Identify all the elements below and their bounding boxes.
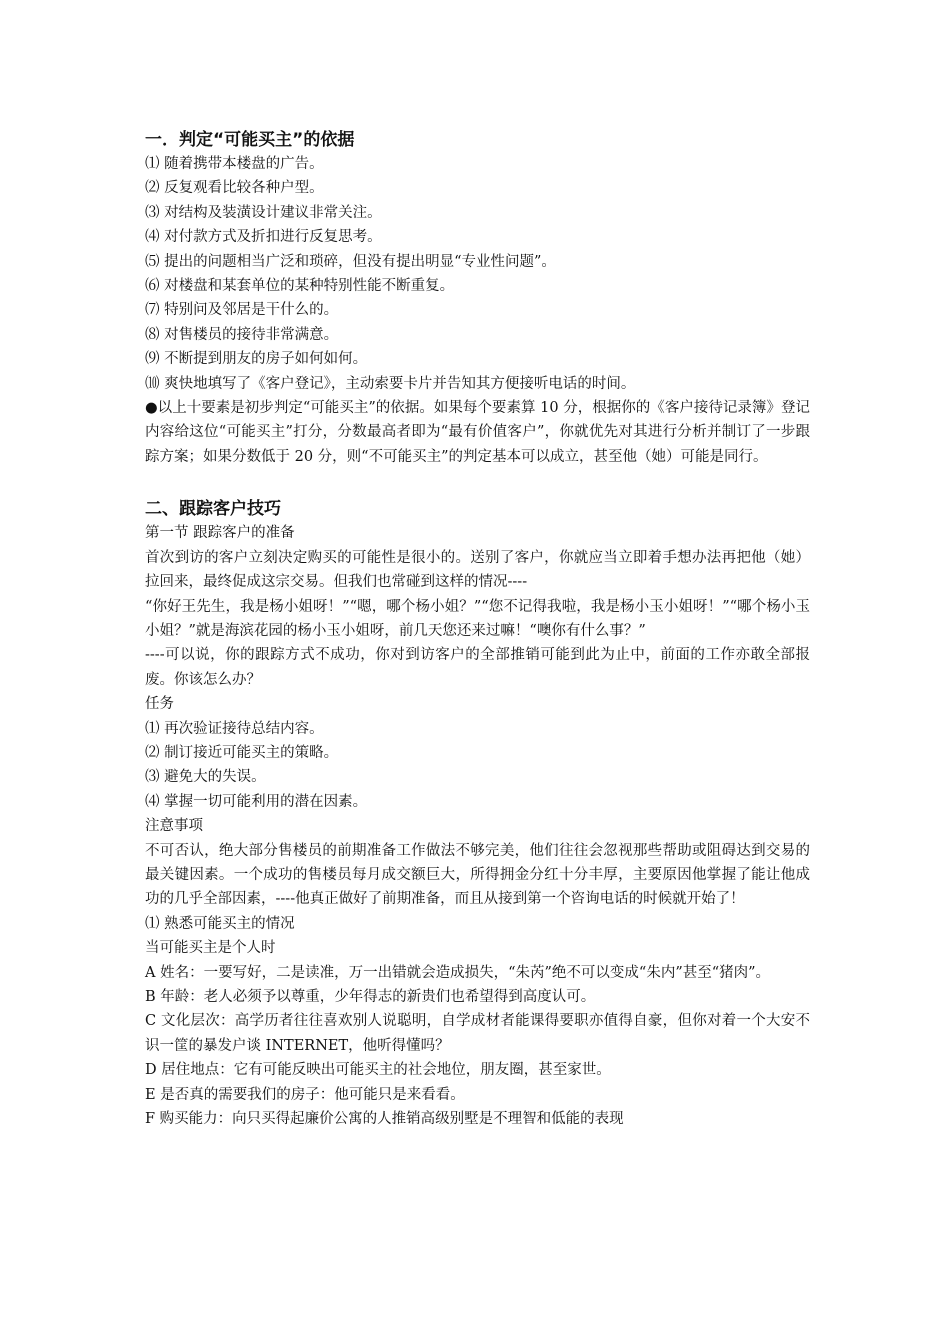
list-item: ⑶ 对结构及装潢设计建议非常关注。 — [145, 204, 382, 221]
list-item: D 居住地点：它有可能反映出可能买主的社会地位，朋友圈，甚至家世。 — [145, 1062, 611, 1079]
list-item: ⑴ 再次验证接待总结内容。 — [145, 720, 324, 737]
section1-summary: ●以上十要素是初步判定“可能买主”的依据。如果每个要素算 10 分，根据你的《客户接待记录簿》登记内容给这位“可能买主”打分，分数最高者即为“最有价值客户”，你就优先对其进行分析并制订了一步跟踪方案；如果分数低于 20 分，则“不可能买主”的判定基本可以成立，甚至他（她）可能是同行。 — [145, 400, 810, 465]
individual-heading: 当可能买主是个人时 — [145, 940, 276, 957]
notes-label: 注意事项 — [145, 818, 203, 835]
list-item: ⑺ 特别问及邻居是干什么的。 — [145, 302, 339, 319]
list-item: ⑹ 对楼盘和某套单位的某种特别性能不断重复。 — [145, 278, 455, 295]
list-item: B 年龄：老人必须予以尊重，少年得志的新贵们也希望得到高度认可。 — [145, 989, 596, 1005]
list-item: ⑴ 随着携带本楼盘的广告。 — [145, 156, 324, 172]
list-item: ⑽ 爽快地填写了《客户登记》，主动索要卡片并告知其方便接听电话的时间。 — [145, 375, 636, 392]
list-item: ⑶ 避免大的失误。 — [145, 769, 266, 786]
list-item: ⑷ 掌握一切可能利用的潜在因素。 — [145, 793, 368, 810]
section2-intro: 首次到访的客户立刻决定购买的可能性是很小的。送别了客户，你就应当立即着手想办法再把他（她）拉回来，最终促成这宗交易。但我们也常碰到这样的情况---- — [145, 549, 810, 591]
task-label: 任务 — [145, 696, 174, 713]
section1-title: 一．判定“可能买主”的依据 — [145, 130, 355, 150]
section2-subtitle: 第一节 跟踪客户的准备 — [145, 525, 295, 542]
section2-title: 二、跟踪客户技巧 — [145, 499, 281, 520]
list-item: ⑵ 制订接近可能买主的策略。 — [145, 744, 339, 761]
document-body — [145, 128, 810, 1131]
familiar-heading: ⑴ 熟悉可能买主的情况 — [145, 915, 295, 932]
notes-paragraph: 不可否认，绝大部分售楼员的前期准备工作做法不够完美，他们往往会忽视那些帮助或阻碍达到交易的最关键因素。一个成功的售楼员每月成交额巨大，所得拥金分红十分丰厚，主要原因他掌握了能让他成功的几乎全部因素，----他真正做好了前期准备，而且从接到第一个咨询电话的时候就开始了！ — [145, 842, 810, 908]
list-item: C 文化层次：高学历者往往喜欢别人说聪明，自学成材者能课得要职亦值得自豪，但你对着一个大安不识一筐的暴发户谈 INTERNET，他听得懂吗？ — [145, 1013, 810, 1054]
section2-dialog: “你好王先生，我是杨小姐呀！”“嗯，哪个杨小姐？”“您不记得我啦，我是杨小玉小姐呀！”“哪个杨小玉小姐？”就是海滨花园的杨小玉小姐呀，前几天您还来过嘛！“噢你有什么事？” — [145, 598, 810, 639]
section2-consequence: ----可以说，你的跟踪方式不成功，你对到访客户的全部推销可能到此为止中，前面的工作亦敢全部报废。你该怎么办？ — [145, 647, 810, 688]
list-item: ⑵ 反复观看比较各种户型。 — [145, 180, 324, 197]
section1-list — [145, 152, 810, 396]
list-item: ⑻ 对售楼员的接待非常满意。 — [145, 326, 339, 343]
list-item: E 是否真的需要我们的房子：他可能只是来看看。 — [145, 1086, 465, 1103]
list-item: ⑷ 对付款方式及折扣进行反复思考。 — [145, 229, 382, 246]
list-item: F 购买能力：向只买得起廉价公寓的人推销高级别墅是不理智和低能的表现 — [145, 1111, 624, 1128]
task-list — [145, 717, 810, 815]
list-item: A 姓名：一要写好，二是读准，万一出错就会造成损失，“朱芮”绝不可以变成“朱内”甚至“猪肉”。 — [145, 964, 771, 981]
attribute-list — [145, 961, 810, 1132]
list-item: ⑼ 不断提到朋友的房子如何如何。 — [145, 351, 368, 368]
list-item: ⑸ 提出的问题相当广泛和琐碎，但没有提出明显“专业性问题”。 — [145, 253, 556, 270]
